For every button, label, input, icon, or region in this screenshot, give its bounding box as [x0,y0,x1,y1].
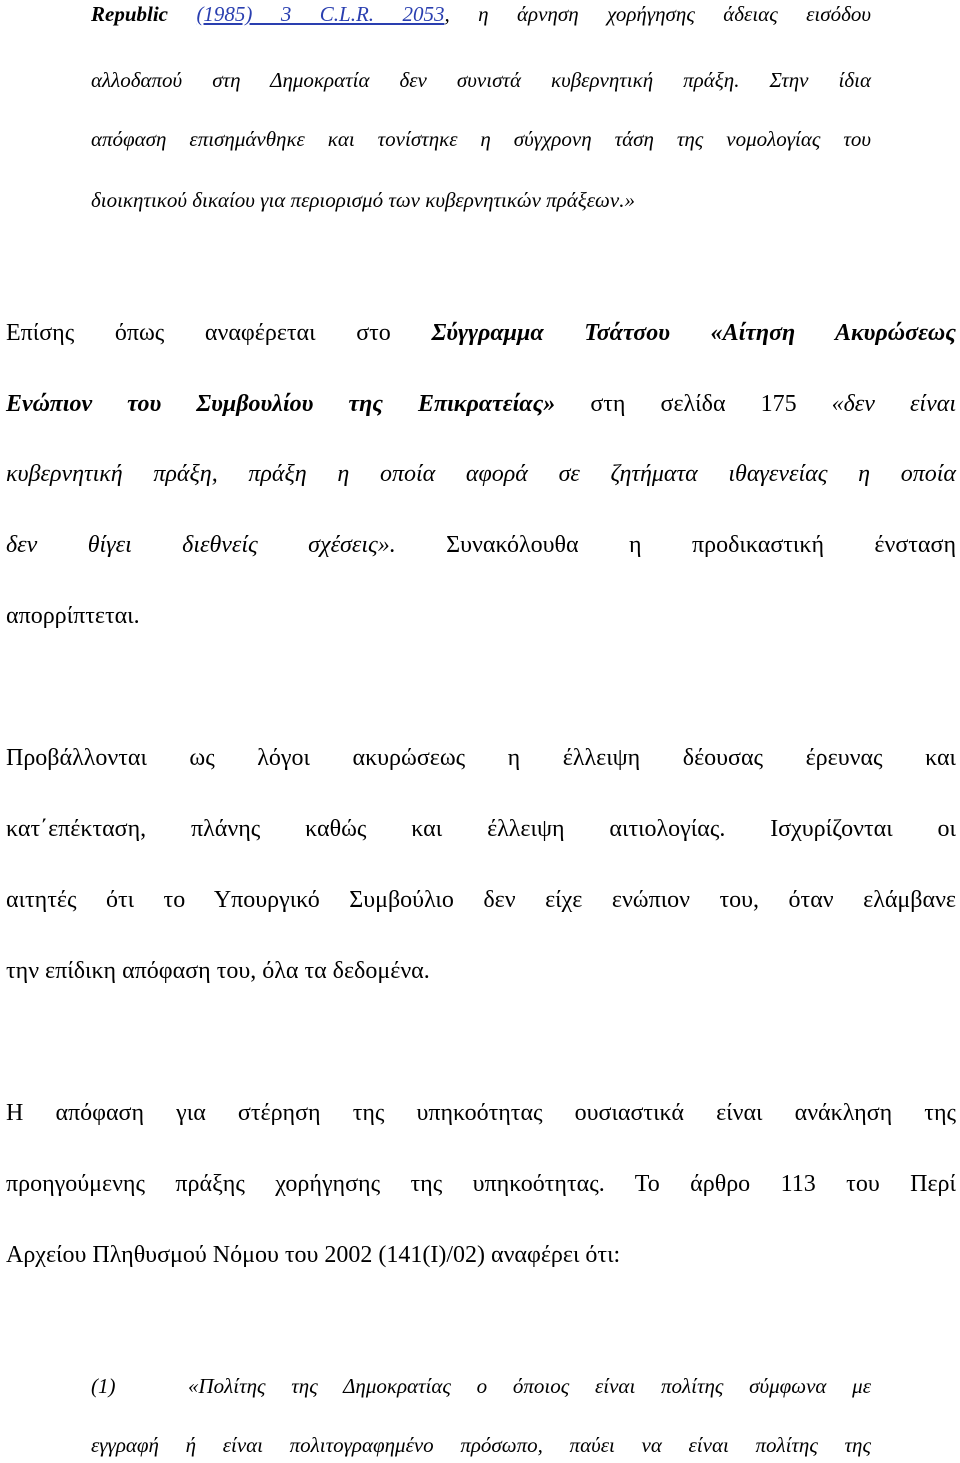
paragraph1-line-5: απορρίπτεται. [6,603,140,629]
paragraph2-line-1: Προβάλλονται ως λόγοι ακυρώσεως η έλλειψη δέουσας έρευνας και [6,745,956,771]
p1-l4-italic: δεν θίγει διεθνείς σχέσεις». [6,532,396,558]
quote-line-1 [91,4,871,25]
book-reference-title: Σύγγραμμα Τσάτσου «Αίτηση Ακυρώσεως [431,320,956,346]
case-citation-link[interactable]: (1985) 3 C.L.R. 2053 [196,2,445,26]
p1-l4-plain: Συνακόλουθα η προδικαστική ένσταση [395,532,956,558]
p1-l1-plain: Επίσης όπως αναφέρεται στο [6,320,432,346]
paragraph2-line-4: την επίδικη απόφαση του, όλα τα δεδομένα. [6,958,430,984]
quote-line-2: αλλοδαπού στη Δημοκρατία δεν συνιστά κυβερνητική πράξη. Στην ίδια [91,68,871,92]
paragraph1-line-2 [6,392,956,416]
paragraph1-line-3: κυβερνητική πράξη, πράξη η οποία αφορά σε ζητήματα ιθαγενείας η οποία [6,461,956,487]
item-number-marker: (1) [91,1374,116,1398]
quote-line-1-rest: , η άρνηση χορήγησης άδειας εισόδου [444,2,872,26]
paragraph2-line-3: αιτητές ότι το Υπουργικό Συμβούλιο δεν είχε ενώπιον του, όταν ελάμβανε [6,887,956,913]
book-reference-title-cont: Ενώπιον του Συμβουλίου της Επικρατείας» [6,391,556,417]
p1-l2-plain: στη σελίδα 175 [555,391,832,417]
paragraph3-line-2: προηγούμενης πράξης χορήγησης της υπηκοότητας. Το άρθρο 113 του Περί [6,1171,956,1197]
paragraph1-line-4 [6,533,956,557]
quote-line-4: διοικητικού δικαίου για περιορισμό των κυβερνητικών πράξεων.» [91,188,635,212]
item-line-1: «Πολίτης της Δημοκρατίας ο όποιος είναι πολίτης σύμφωνα με [188,1374,871,1398]
item-line-2: εγγραφή ή είναι πολιτογραφημένο πρόσωπο, παύει να είναι πολίτης της [91,1433,871,1457]
p1-l2-italic: «δεν είναι [831,391,957,417]
paragraph3-line-1: Η απόφαση για στέρηση της υπηκοότητας ουσιαστικά είναι ανάκληση της [6,1100,956,1126]
paragraph2-line-2: κατ΄επέκταση, πλάνης καθώς και έλλειψη αιτιολογίας. Ισχυρίζονται οι [6,816,956,842]
quote-bold-republic: Republic [91,2,168,26]
paragraph3-line-3: Αρχείου Πληθυσμού Νόμου του 2002 (141(Ι)/02) αναφέρει ότι: [6,1242,621,1268]
paragraph1-line-1 [6,321,956,345]
quote-line-3: απόφαση επισημάνθηκε και τονίστηκε η σύγχρονη τάση της νομολογίας του [91,127,871,151]
